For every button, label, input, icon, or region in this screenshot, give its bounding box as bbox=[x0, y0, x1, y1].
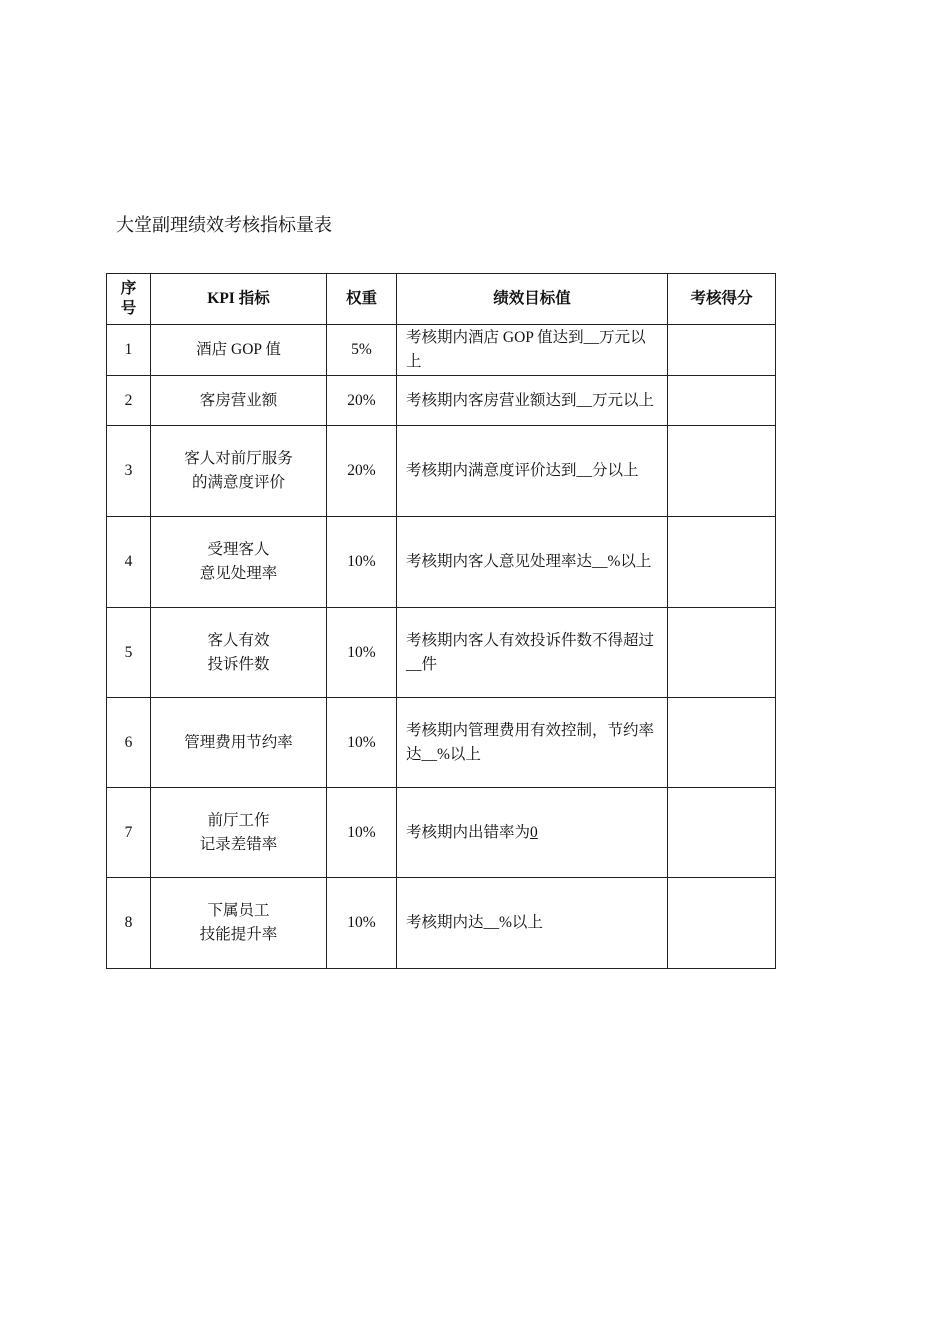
row-target-text: 考核期内出错率为 bbox=[406, 823, 531, 841]
row-kpi-line1: 管理费用节约率 bbox=[184, 733, 293, 751]
row-weight: 5% bbox=[327, 325, 397, 376]
table-row bbox=[107, 878, 776, 969]
row-kpi bbox=[151, 426, 327, 517]
row-kpi-line2: 技能提升率 bbox=[199, 926, 278, 943]
row-no: 4 bbox=[107, 517, 151, 608]
row-no: 5 bbox=[107, 608, 151, 698]
row-target-text: 考核期内客房营业额达到__万元以上 bbox=[406, 391, 655, 409]
table-row bbox=[107, 698, 776, 788]
row-score bbox=[668, 426, 776, 517]
row-target-text: 考核期内客人意见处理率达__%以上 bbox=[406, 553, 652, 570]
row-no: 7 bbox=[107, 788, 151, 878]
row-no: 6 bbox=[107, 698, 151, 788]
table-row bbox=[107, 608, 776, 698]
row-kpi-line2: 意见处理率 bbox=[199, 565, 278, 582]
row-weight: 10% bbox=[327, 608, 397, 698]
row-kpi-line1: 下属员工 bbox=[207, 902, 270, 919]
row-target-underlined-value: 0 bbox=[530, 823, 538, 841]
row-no: 3 bbox=[107, 426, 151, 517]
table-row bbox=[107, 376, 776, 426]
row-kpi-line1: 酒店 GOP 值 bbox=[196, 341, 281, 358]
row-no: 1 bbox=[107, 325, 151, 376]
kpi-table bbox=[106, 273, 776, 969]
header-weight: 权重 bbox=[327, 274, 397, 325]
header-kpi: KPI 指标 bbox=[151, 274, 327, 325]
row-kpi-line1: 客人有效 bbox=[207, 631, 270, 649]
header-score: 考核得分 bbox=[668, 274, 776, 325]
row-weight: 10% bbox=[327, 878, 397, 969]
row-target bbox=[397, 608, 668, 698]
row-score bbox=[668, 878, 776, 969]
row-score bbox=[668, 788, 776, 878]
row-kpi bbox=[151, 325, 327, 376]
row-kpi bbox=[151, 376, 327, 426]
row-kpi bbox=[151, 878, 327, 969]
table-row bbox=[107, 788, 776, 878]
row-target-text: 考核期内管理费用有效控制，节约率达__%以上 bbox=[406, 721, 655, 763]
row-target bbox=[397, 325, 668, 376]
row-target bbox=[397, 698, 668, 788]
header-no bbox=[107, 274, 151, 325]
row-target bbox=[397, 878, 668, 969]
row-score bbox=[668, 325, 776, 376]
table-row bbox=[107, 426, 776, 517]
row-kpi-line1: 客房营业额 bbox=[199, 391, 278, 409]
row-kpi bbox=[151, 517, 327, 608]
row-score bbox=[668, 608, 776, 698]
row-score bbox=[668, 376, 776, 426]
row-kpi-line1: 受理客人 bbox=[207, 541, 270, 558]
row-weight: 20% bbox=[327, 426, 397, 517]
header-no-line1: 序 bbox=[120, 280, 137, 297]
table-header-row bbox=[107, 274, 776, 325]
row-kpi bbox=[151, 698, 327, 788]
table-row bbox=[107, 325, 776, 376]
header-no-line2: 号 bbox=[120, 300, 137, 317]
page-title: 大堂副理绩效考核指标量表 bbox=[116, 215, 332, 235]
row-score bbox=[668, 698, 776, 788]
row-target-text: 考核期内客人有效投诉件数不得超过__件 bbox=[406, 631, 655, 673]
row-target-text: 考核期内酒店 GOP 值达到__万元以上 bbox=[406, 329, 646, 370]
row-kpi-line2: 的满意度评价 bbox=[191, 474, 285, 491]
row-target bbox=[397, 376, 668, 426]
row-kpi bbox=[151, 788, 327, 878]
row-kpi bbox=[151, 608, 327, 698]
row-target bbox=[397, 788, 668, 878]
row-kpi-line2: 记录差错率 bbox=[199, 835, 278, 853]
row-kpi-line2: 投诉件数 bbox=[207, 655, 270, 673]
row-weight: 20% bbox=[327, 376, 397, 426]
row-score bbox=[668, 517, 776, 608]
row-weight: 10% bbox=[327, 517, 397, 608]
row-target-text: 考核期内达__%以上 bbox=[406, 914, 543, 931]
table-row bbox=[107, 517, 776, 608]
row-target-text: 考核期内满意度评价达到__分以上 bbox=[406, 462, 639, 479]
header-target: 绩效目标值 bbox=[397, 274, 668, 325]
row-no: 8 bbox=[107, 878, 151, 969]
row-weight: 10% bbox=[327, 788, 397, 878]
row-weight: 10% bbox=[327, 698, 397, 788]
row-target bbox=[397, 426, 668, 517]
row-no: 2 bbox=[107, 376, 151, 426]
row-target bbox=[397, 517, 668, 608]
row-kpi-line1: 客人对前厅服务 bbox=[184, 450, 293, 467]
row-kpi-line1: 前厅工作 bbox=[207, 811, 270, 829]
